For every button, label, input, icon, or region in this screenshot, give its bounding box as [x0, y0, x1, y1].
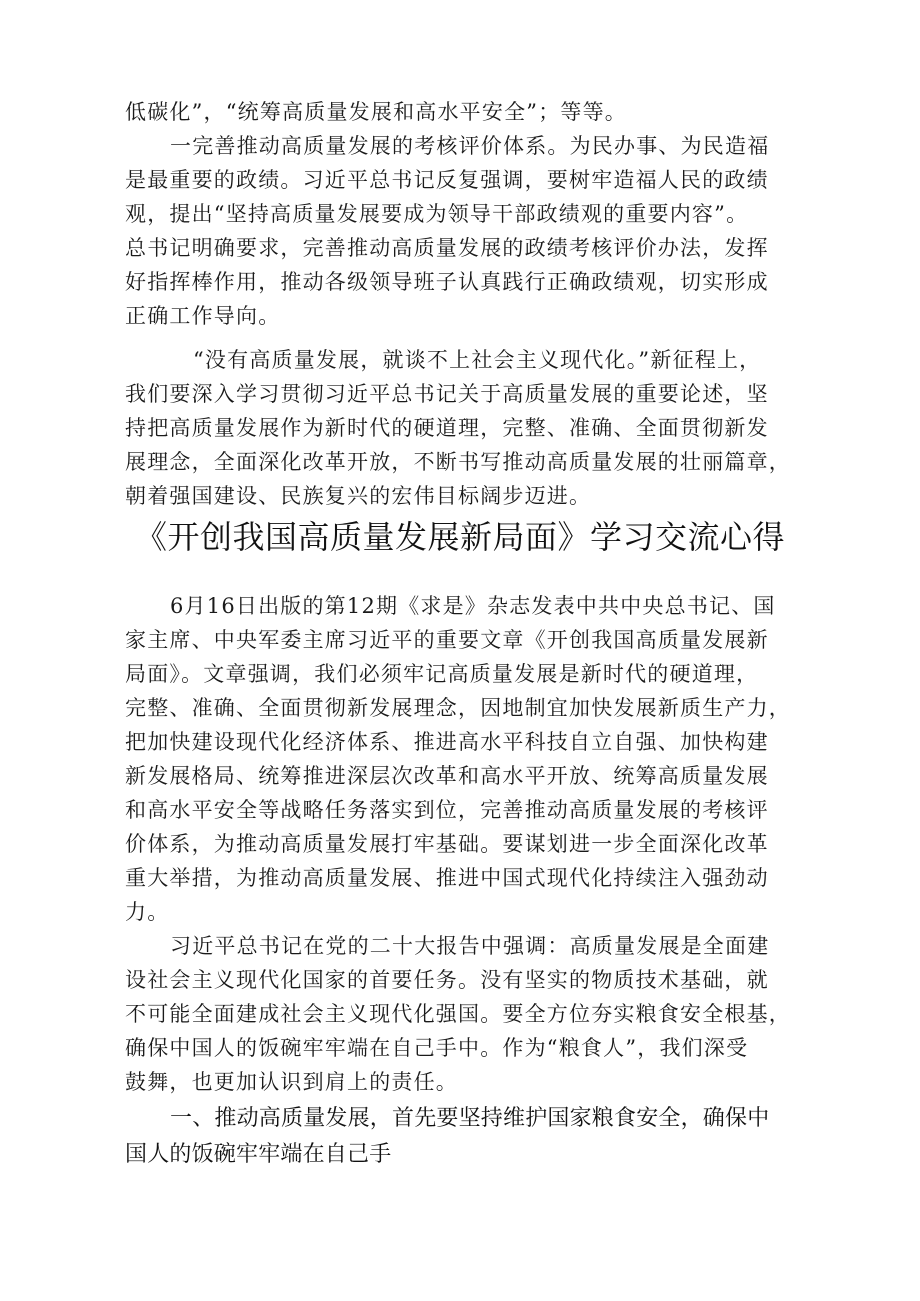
body-line-14: 确保中国人的饭碗牢牢端在自己手中。作为“粮食人”，我们深受: [125, 1036, 749, 1060]
intro-line-1: 低碳化”，“统筹高质量发展和高水平安全”；等等。: [125, 100, 628, 124]
body-line-5: 把加快建设现代化经济体系、推进高水平科技自立自强、加快构建: [125, 730, 769, 754]
body-line-3: 局面》。文章强调，我们必须牢记高质量发展是新时代的硬道理，: [125, 662, 759, 686]
section-heading-line-1: 一、推动高质量发展，首先要坚持维护国家粮食安全，确保中: [170, 1106, 770, 1131]
section-heading-line-2: 国人的饭碗牢牢端在自己手: [125, 1142, 392, 1167]
intro-line-6: 好指挥棒作用，推动各级领导班子认真践行正确政绩观，切实形成: [125, 270, 769, 294]
intro-line-10: 持把高质量发展作为新时代的硬道理，完整、准确、全面贯彻新发: [125, 416, 769, 440]
intro-line-11: 展理念，全面深化改革开放，不断书写推动高质量发展的壮丽篇章，: [125, 450, 791, 474]
body-line-12: 设社会主义现代化国家的首要任务。没有坚实的物质技术基础，就: [125, 968, 769, 992]
intro-line-9: 我们要深入学习贯彻习近平总书记关于高质量发展的重要论述，坚: [125, 382, 769, 406]
intro-line-7: 正确工作导向。: [125, 304, 281, 328]
body-line-8: 价体系，为推动高质量发展打牢基础。要谋划进一步全面深化改革: [125, 832, 769, 856]
intro-line-3: 是最重要的政绩。习近平总书记反复强调，要树牢造福人民的政绩: [125, 168, 769, 192]
body-line-6: 新发展格局、统筹推进深层次改革和高水平开放、统筹高质量发展: [125, 764, 769, 788]
body-line-1: 6月16日出版的第12期《求是》杂志发表中共中央总书记、国: [170, 594, 776, 618]
body-line-13: 不可能全面建成社会主义现代化强国。要全方位夯实粮食安全根基，: [125, 1002, 791, 1026]
body-line-15: 鼓舞，也更加认识到肩上的责任。: [125, 1070, 458, 1094]
intro-line-12: 朝着强国建设、民族复兴的宏伟目标阔步迈进。: [125, 484, 592, 508]
body-line-9: 重大举措，为推动高质量发展、推进中国式现代化持续注入强劲动: [125, 866, 769, 890]
body-line-10: 力。: [125, 900, 170, 924]
body-line-7: 和高水平安全等战略任务落实到位，完善推动高质量发展的考核评: [125, 798, 769, 822]
intro-line-2: 一完善推动高质量发展的考核评价体系。为民办事、为民造福: [170, 134, 770, 158]
body-line-11: 习近平总书记在党的二十大报告中强调：高质量发展是全面建: [170, 934, 770, 958]
intro-line-4: 观，提出“坚持高质量发展要成为领导干部政绩观的重要内容”。: [125, 202, 749, 226]
intro-line-8: “没有高质量发展，就谈不上社会主义现代化。”新征程上，: [193, 348, 762, 372]
body-line-4: 完整、准确、全面贯彻新发展理念，因地制宜加快发展新质生产力，: [125, 696, 791, 720]
article-title: 《开创我国高质量发展新局面》学习交流心得: [134, 518, 785, 556]
body-line-2: 家主席、中央军委主席习近平的重要文章《开创我国高质量发展新: [125, 628, 769, 652]
intro-line-5: 总书记明确要求，完善推动高质量发展的政绩考核评价办法，发挥: [125, 236, 769, 260]
